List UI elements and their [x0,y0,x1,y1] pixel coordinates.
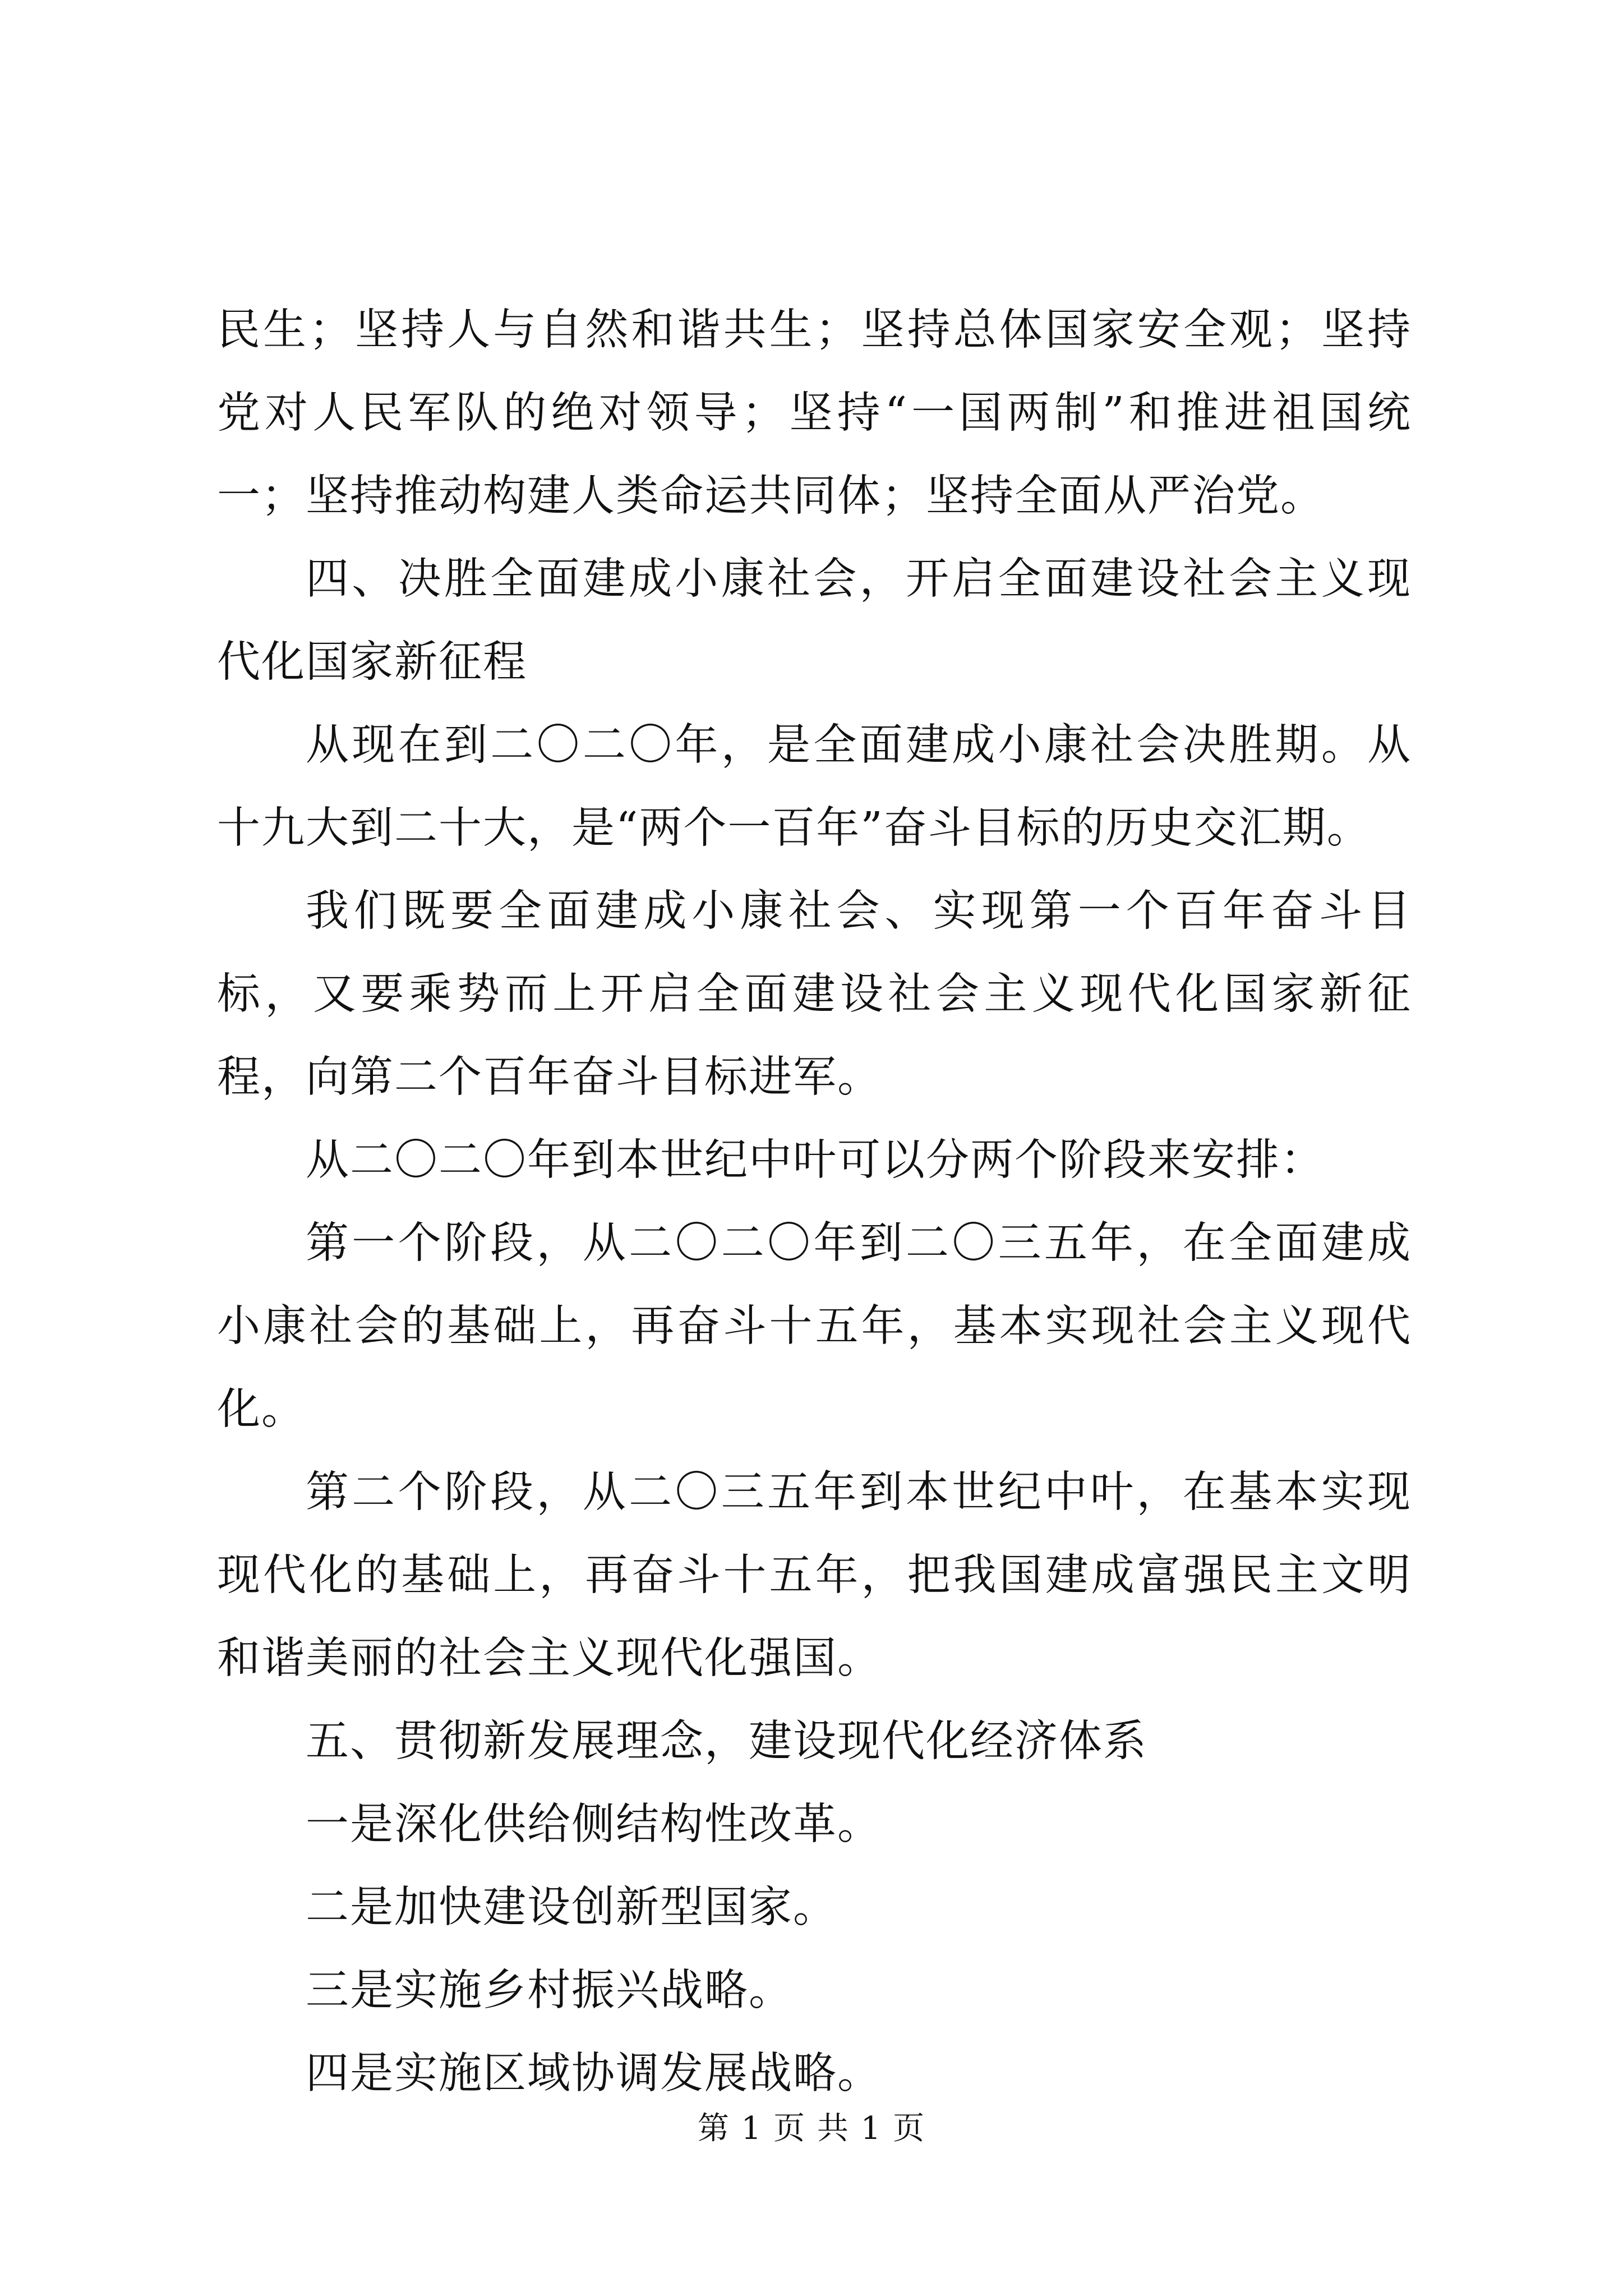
heading-section-five: 五、贯彻新发展理念，建设现代化经济体系 [306,1717,1147,1766]
heading-section-four: 四、决胜全面建成小康社会，开启全面建设社会主义现代化国家新征程 [217,554,1412,687]
paragraph-stage-one: 第一个阶段，从二〇二〇年到二〇三五年，在全面建成小康社会的基础上，再奋斗十五年，基本实现社会主义现代化。 [217,1218,1412,1434]
paragraph-goals: 我们既要全面建成小康社会、实现第一个百年奋斗目标，又要乘势而上开启全面建设社会主义现代化国家新征程，向第二个百年奋斗目标进军。 [217,886,1412,1102]
list-item-two: 二是加快建设创新型国家。 [306,1883,837,1932]
document-body [217,289,1412,2115]
page-footer [0,2109,1623,2148]
page-number-label: 第 1 页 共 1 页 [697,2110,926,2147]
list-item-four: 四是实施区域协调发展战略。 [306,2049,882,2099]
paragraph-stage-two: 第二个阶段，从二〇三五年到本世纪中叶，在基本实现现代化的基础上，再奋斗十五年，把我国建成富强民主文明和谐美丽的社会主义现代化强国。 [217,1467,1412,1683]
list-item-three: 三是实施乡村振兴战略。 [306,1966,793,2016]
paragraph-decisive-period: 从现在到二〇二〇年，是全面建成小康社会决胜期。从十九大到二十大，是“两个一百年”奋斗目标的历史交汇期。 [217,720,1412,853]
paragraph-continuation: 民生；坚持人与自然和谐共生；坚持总体国家安全观；坚持党对人民军队的绝对领导；坚持“一国两制”和推进祖国统一；坚持推动构建人类命运共同体；坚持全面从严治党。 [217,305,1412,521]
list-item-one: 一是深化供给侧结构性改革。 [306,1800,882,1849]
paragraph-two-stages: 从二〇二〇年到本世纪中叶可以分两个阶段来安排： [306,1135,1325,1185]
